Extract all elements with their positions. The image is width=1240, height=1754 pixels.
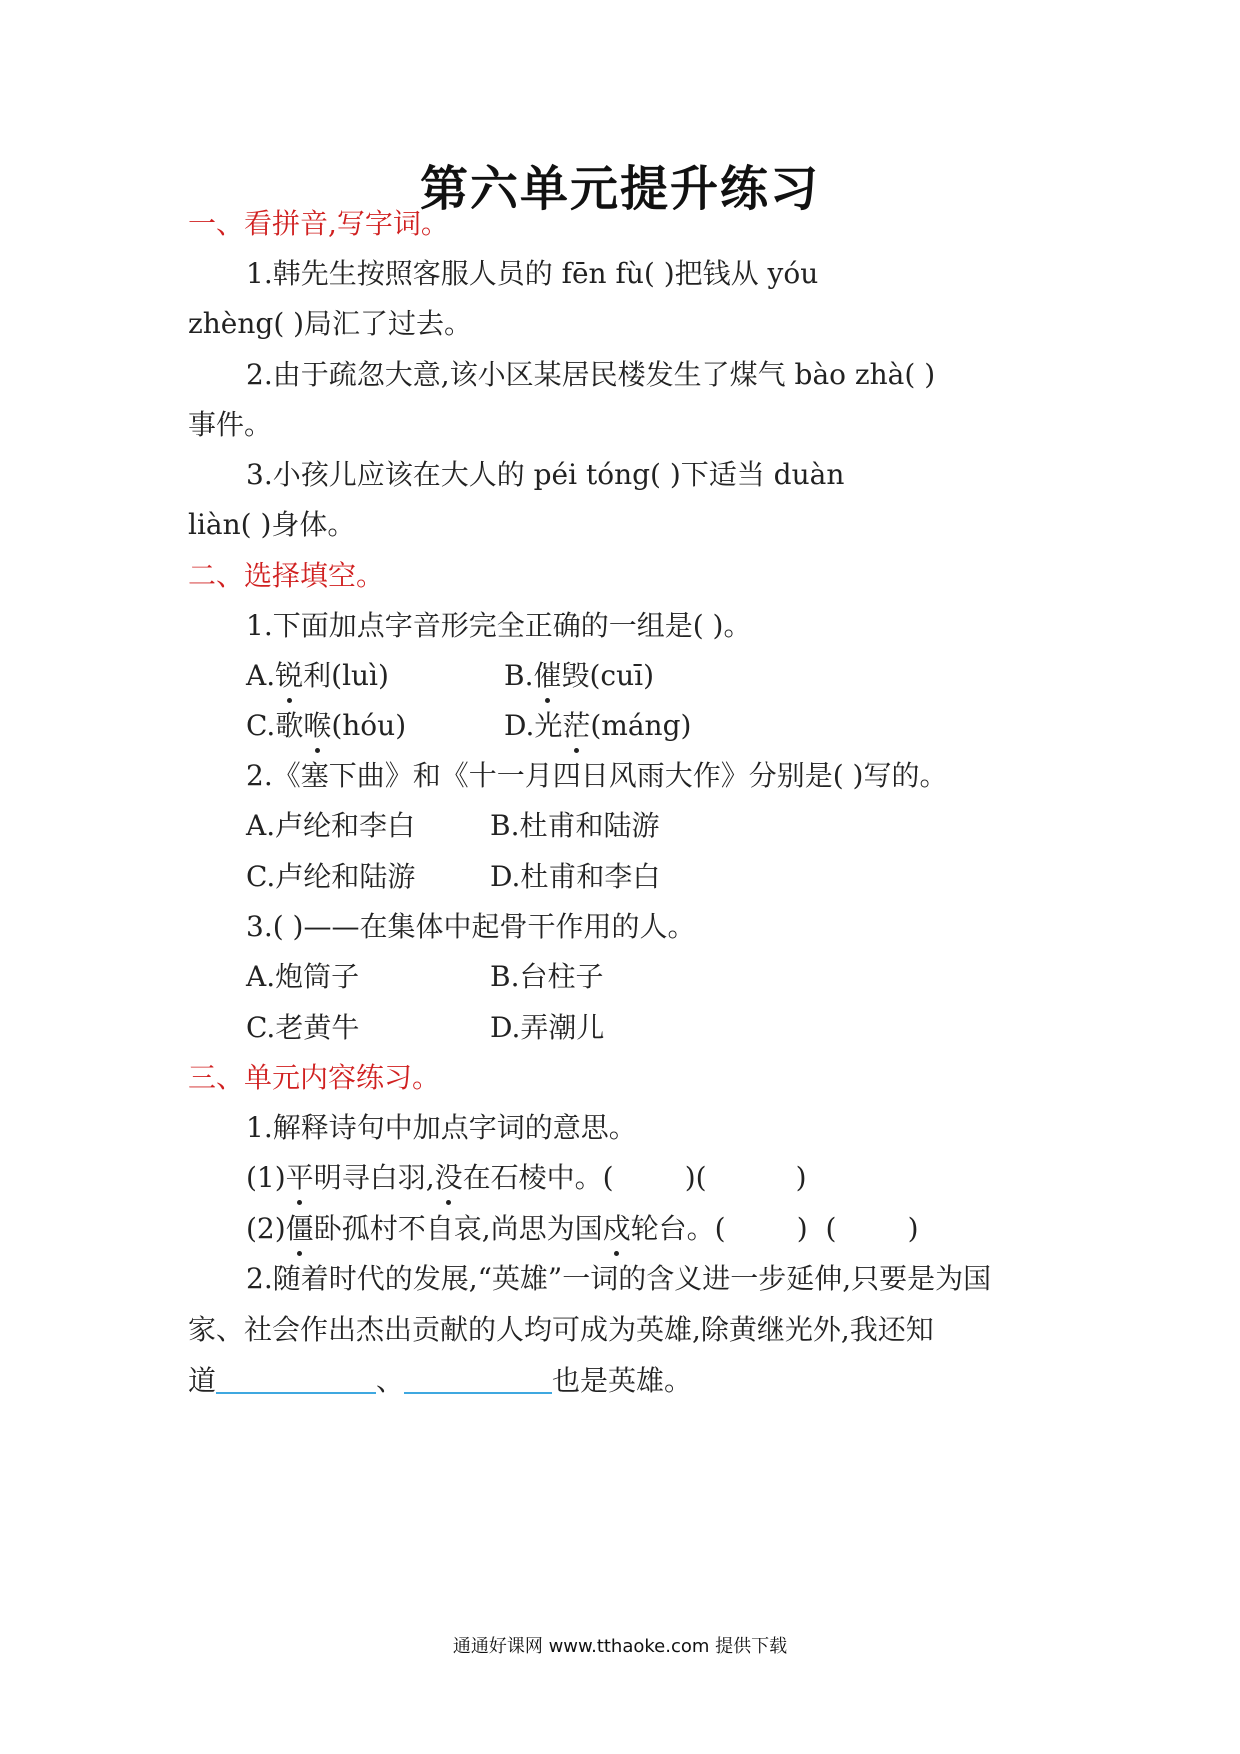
dotted-char: 没	[435, 1158, 463, 1198]
footer-credit: 通通好课网 www.tthaoke.com 提供下载	[452, 1636, 788, 1657]
s3-q2-line3: 道 、 也是英雄。	[188, 1360, 692, 1401]
dotted-char: 喉	[303, 706, 331, 746]
s2-q2-option-d: D.杜甫和李白	[490, 860, 661, 893]
s2-q1-option-c: C.歌喉(hóu)	[246, 706, 406, 746]
s1-q1-line1: 1.韩先生按照客服人员的 fēn fù( )把钱从 yóu	[246, 257, 819, 290]
section-3-heading: 三、单元内容练习。	[188, 1061, 441, 1094]
dotted-char: 锐	[275, 656, 303, 696]
s3-q1-poem-line-2: (2)僵卧孤村不自哀,尚思为国戍轮台。( ) ( )	[246, 1209, 919, 1249]
dotted-char: 僵	[286, 1209, 314, 1249]
s1-q3-line1: 3.小孩儿应该在大人的 péi tóng( )下适当 duàn	[246, 458, 845, 491]
answer-blank-1[interactable]	[216, 1360, 376, 1394]
s2-q1-option-a: A.锐利(luì)	[246, 656, 389, 696]
s2-q1: 1.下面加点字音形完全正确的一组是( )。	[246, 609, 752, 642]
s2-q1-option-d: D.光茫(máng)	[504, 706, 691, 746]
s2-q2-option-b: B.杜甫和陆游	[490, 809, 660, 842]
page-title: 第六单元提升练习	[419, 161, 820, 217]
s2-q2: 2.《塞下曲》和《十一月四日风雨大作》分别是( )写的。	[246, 759, 948, 792]
s1-q2-line2: 事件。	[188, 408, 273, 441]
s2-q3-option-b: B.台柱子	[490, 960, 604, 993]
s3-q2-line2: 家、社会作出杰出贡献的人均可成为英雄,除黄继光外,我还知	[188, 1313, 934, 1346]
section-2-heading: 二、选择填空。	[188, 559, 385, 592]
dotted-char: 茫	[562, 706, 590, 746]
s2-q1-option-b: B.催毁(cuī)	[504, 656, 654, 696]
s3-q1-poem-line-1: (1)平明寻白羽,没在石棱中。( )( )	[246, 1158, 807, 1198]
dotted-char: 催	[533, 656, 561, 696]
s2-q3-option-a: A.炮筒子	[246, 960, 360, 993]
s2-q2-option-a: A.卢纶和李白	[246, 809, 416, 842]
dotted-char: 戍	[603, 1209, 631, 1249]
s1-q2-line1: 2.由于疏忽大意,该小区某居民楼发生了煤气 bào zhà( )	[246, 358, 936, 391]
answer-blank-2[interactable]	[404, 1360, 552, 1394]
s1-q3-line2: liàn( )身体。	[188, 508, 356, 541]
s3-q2-line1: 2.随着时代的发展,“英雄”一词的含义进一步延伸,只要是为国	[246, 1262, 992, 1295]
s2-q3: 3.( )——在集体中起骨干作用的人。	[246, 910, 696, 943]
dotted-char: 平	[286, 1158, 314, 1198]
s2-q2-option-c: C.卢纶和陆游	[246, 860, 416, 893]
s3-q1: 1.解释诗句中加点字词的意思。	[246, 1111, 637, 1144]
s1-q1-line2: zhèng( )局汇了过去。	[188, 307, 473, 340]
s2-q3-option-c: C.老黄牛	[246, 1011, 360, 1044]
section-1-heading: 一、看拼音,写字词。	[188, 207, 449, 240]
s2-q3-option-d: D.弄潮儿	[490, 1011, 605, 1044]
